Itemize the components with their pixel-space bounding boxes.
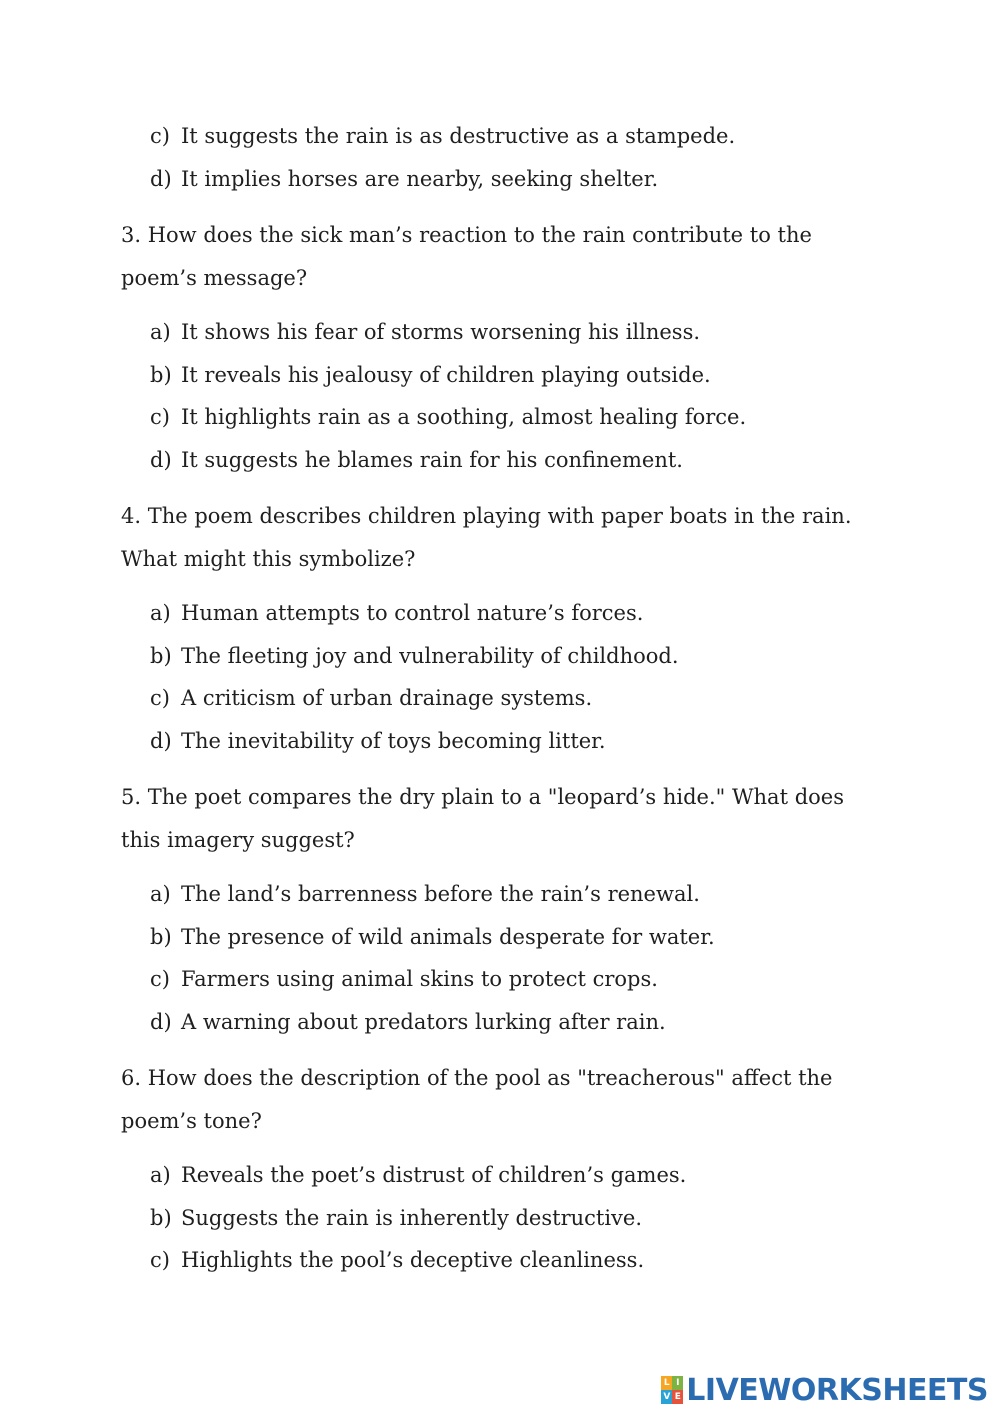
logo-mark-icon [661, 1376, 683, 1404]
option-text: The fleeting joy and vulnerability of childhood. [181, 644, 679, 668]
option-text: The presence of wild animals desperate for water. [181, 925, 715, 949]
option-label: b) [150, 925, 172, 949]
logo-tile: I [672, 1376, 683, 1390]
option-label: b) [150, 644, 172, 668]
logo-tile: E [672, 1390, 683, 1404]
logo-text: LIVEWORKSHEETS [686, 1372, 988, 1408]
q5-option-d[interactable] [150, 1008, 666, 1036]
question-3-text: 3. How does the sick man’s reaction to the rain contribute to the [121, 223, 812, 247]
option-label: d) [150, 729, 172, 753]
option-text: It implies horses are nearby, seeking shelter. [181, 167, 659, 191]
q5-option-a[interactable] [150, 880, 700, 908]
question-4-text: 4. The poem describes children playing with paper boats in the rain. [121, 504, 852, 528]
option-text: It suggests the rain is as destructive as a stampede. [181, 124, 736, 148]
option-text: It reveals his jealousy of children playing outside. [181, 363, 711, 387]
q4-option-b[interactable] [150, 642, 679, 670]
q3-option-d[interactable] [150, 446, 683, 474]
option-label: c) [150, 686, 170, 710]
logo-tile: L [661, 1376, 672, 1390]
question-3-text-cont: poem’s message? [121, 266, 308, 290]
option-label: c) [150, 1248, 170, 1272]
logo-tile: V [661, 1390, 672, 1404]
q6-option-b[interactable] [150, 1204, 642, 1232]
option-text: The inevitability of toys becoming litter. [181, 729, 606, 753]
option-label: b) [150, 363, 172, 387]
question-6-text-cont: poem’s tone? [121, 1109, 262, 1133]
option-label: c) [150, 124, 170, 148]
option-label: a) [150, 1163, 171, 1187]
q3-option-c[interactable] [150, 403, 746, 431]
option-text: The land’s barrenness before the rain’s renewal. [181, 882, 700, 906]
option-text: A criticism of urban drainage systems. [181, 686, 593, 710]
option-text: Suggests the rain is inherently destructive. [181, 1206, 643, 1230]
question-4-text-cont: What might this symbolize? [121, 547, 416, 571]
option-label: a) [150, 320, 171, 344]
q4-option-a[interactable] [150, 599, 643, 627]
option-label: d) [150, 1010, 172, 1034]
option-label: c) [150, 405, 170, 429]
option-text: It shows his fear of storms worsening his illness. [181, 320, 701, 344]
option-c[interactable] [150, 122, 735, 150]
q4-option-d[interactable] [150, 727, 606, 755]
q5-option-c[interactable] [150, 965, 658, 993]
q6-option-c[interactable] [150, 1246, 644, 1274]
option-d[interactable] [150, 165, 658, 193]
option-label: a) [150, 601, 171, 625]
question-5-text: 5. The poet compares the dry plain to a "leopard’s hide." What does [121, 785, 844, 809]
option-text: It highlights rain as a soothing, almost healing force. [181, 405, 747, 429]
question-5-text-cont: this imagery suggest? [121, 828, 355, 852]
liveworksheets-logo [661, 1372, 988, 1408]
option-label: a) [150, 882, 171, 906]
option-label: d) [150, 448, 172, 472]
option-text: Farmers using animal skins to protect crops. [181, 967, 658, 991]
option-label: c) [150, 967, 170, 991]
q3-option-a[interactable] [150, 318, 700, 346]
q5-option-b[interactable] [150, 923, 715, 951]
q6-option-a[interactable] [150, 1161, 686, 1189]
q4-option-c[interactable] [150, 684, 592, 712]
option-label: b) [150, 1206, 172, 1230]
option-label: d) [150, 167, 172, 191]
option-text: It suggests he blames rain for his confinement. [181, 448, 683, 472]
option-text: Reveals the poet’s distrust of children’s games. [181, 1163, 687, 1187]
option-text: Human attempts to control nature’s forces. [181, 601, 644, 625]
option-text: A warning about predators lurking after rain. [181, 1010, 666, 1034]
option-text: Highlights the pool’s deceptive cleanliness. [181, 1248, 645, 1272]
question-6-text: 6. How does the description of the pool as "treacherous" affect the [121, 1066, 833, 1090]
q3-option-b[interactable] [150, 361, 711, 389]
